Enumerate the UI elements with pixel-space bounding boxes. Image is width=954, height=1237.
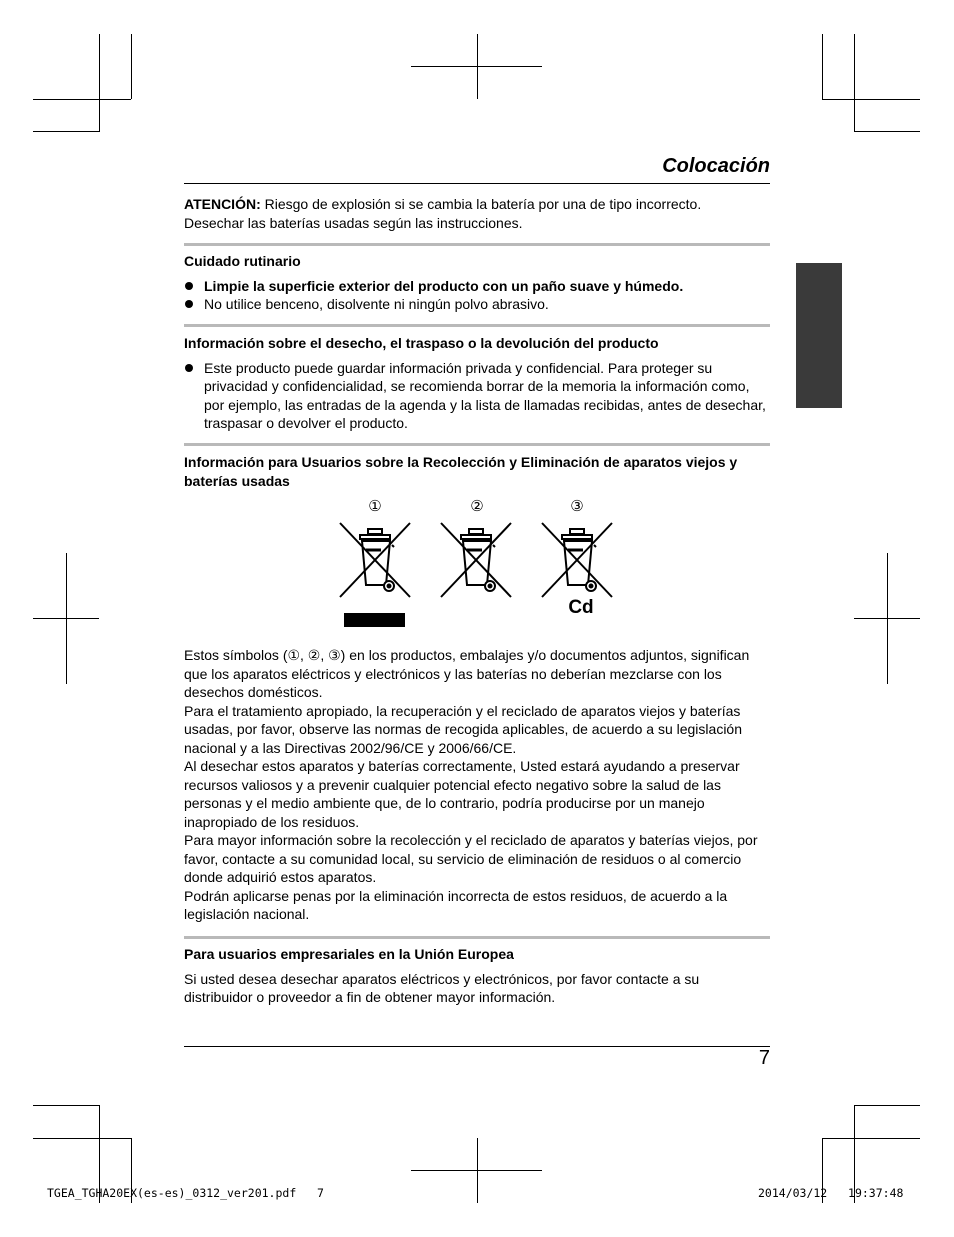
paragraph: Para el tratamiento apropiado, la recuperación y el reciclado de aparatos viejos y baterías usadas, por favor, observe las normas de recogida aplicables, de acuerdo a su legislación nacional y a las Directivas 2002/96/CE y 2006/66/CE. xyxy=(184,702,742,756)
weee-title: Información para Usuarios sobre la Recolección y Eliminación de aparatos viejos y baterías usadas xyxy=(184,454,738,489)
crop-mark xyxy=(33,131,99,132)
crossed-bin-icon-1 xyxy=(340,523,410,597)
symbol-label-1: ① xyxy=(368,497,382,515)
symbol-label-2: ② xyxy=(470,497,484,515)
crop-mark xyxy=(822,99,920,100)
print-date: 2014/03/12 xyxy=(758,1186,828,1200)
chapter-tab xyxy=(796,263,842,408)
print-time: 19:37:48 xyxy=(848,1186,904,1200)
crop-mark xyxy=(822,1138,920,1139)
print-page: 7 xyxy=(317,1186,324,1200)
footer-rule xyxy=(184,1046,770,1047)
page-section-title: Colocación xyxy=(662,155,770,177)
crop-mark xyxy=(33,618,99,619)
crop-mark xyxy=(411,66,542,67)
attention-text: Riesgo de explosión si se cambia la batería por una de tipo incorrecto. xyxy=(260,196,702,212)
paragraph: Para mayor información sobre la recolección y el reciclado de aparatos y baterías viejos, por favor, contacte a su comunidad local, su servicio de eliminación de residuos o al comercio donde adquirió estos aparatos. xyxy=(184,832,758,885)
care-list xyxy=(184,277,770,314)
disposal-list xyxy=(184,359,770,433)
weee-text xyxy=(184,646,770,924)
paragraph: Podrán aplicarse penas por la eliminación incorrecta de estos residuos, de acuerdo a la legislación nacional. xyxy=(184,887,728,922)
print-filename xyxy=(47,1186,324,1200)
list-item: Este producto puede guardar información privada y confidencial. Para proteger su privacidad y confidencialidad, se recomienda borrar de la memoria la información como, por ejemplo, las entradas de la agenda y la lista de llamadas recibidas, antes de desechar, traspasar o devolver el producto. xyxy=(184,359,770,433)
cadmium-label: Cd xyxy=(568,597,594,618)
page-number: 7 xyxy=(758,1047,770,1069)
attention-text-2: Desechar las baterías usadas según las instrucciones. xyxy=(184,214,523,231)
crop-mark xyxy=(854,131,920,132)
business-text: Si usted desea desechar aparatos eléctricos y electrónicos, por favor contacte a su distribuidor o proveedor a fin de obtener mayor información. xyxy=(184,970,700,1005)
disposal-symbols xyxy=(334,493,624,633)
section-rule xyxy=(184,936,770,939)
crop-mark xyxy=(131,34,132,99)
attention-block xyxy=(184,195,770,232)
disposal-title: Información sobre el desecho, el traspaso o la devolución del producto xyxy=(184,335,659,351)
crop-mark xyxy=(411,1170,542,1171)
attention-label: ATENCIÓN: xyxy=(184,196,261,212)
symbol-label-3: ③ xyxy=(570,497,584,515)
section-rule xyxy=(184,243,770,246)
crop-mark xyxy=(854,618,920,619)
paragraph: Al desechar estos aparatos y baterías correctamente, Usted estará ayudando a preservar recursos valiosos y a prevenir cualquier potencial efecto negativo sobre la salud de las personas y el medio ambiente que, de lo contrario, podría producirse por un manejo inapropiado de los residuos. xyxy=(184,758,740,830)
crop-mark xyxy=(33,1138,131,1139)
disposal-section xyxy=(184,324,770,433)
weee-section xyxy=(184,443,770,490)
crossed-bin-icon-3 xyxy=(542,523,612,597)
paragraph: Estos símbolos (①, ②, ③) en los productos, embalajes y/o documentos adjuntos, significan que los aparatos eléctricos y electrónicos y las baterías no deberían mezclarse con los desechos domésticos. xyxy=(184,647,750,700)
crop-mark xyxy=(854,1105,920,1106)
list-item: Limpie la superficie exterior del producto con un paño suave y húmedo. xyxy=(184,277,770,296)
business-section xyxy=(184,936,770,1007)
crossed-bin-icon-2 xyxy=(441,523,511,597)
black-bar-mark xyxy=(344,613,405,627)
care-title: Cuidado rutinario xyxy=(184,253,301,269)
section-rule xyxy=(184,324,770,327)
header-rule xyxy=(184,183,770,184)
crop-mark xyxy=(33,1105,99,1106)
crop-mark xyxy=(99,34,100,132)
crop-mark xyxy=(822,34,823,99)
list-item: No utilice benceno, disolvente ni ningún polvo abrasivo. xyxy=(184,295,770,314)
crossed-bin-symbols xyxy=(334,493,624,633)
crop-mark xyxy=(33,99,131,100)
print-filename-text: TGEA_TGHA20EX(es-es)_0312_ver201.pdf xyxy=(47,1186,297,1200)
care-section xyxy=(184,243,770,314)
section-rule xyxy=(184,443,770,446)
print-timestamp xyxy=(758,1186,903,1200)
business-title: Para usuarios empresariales en la Unión Europea xyxy=(184,946,514,962)
crop-mark xyxy=(854,34,855,132)
